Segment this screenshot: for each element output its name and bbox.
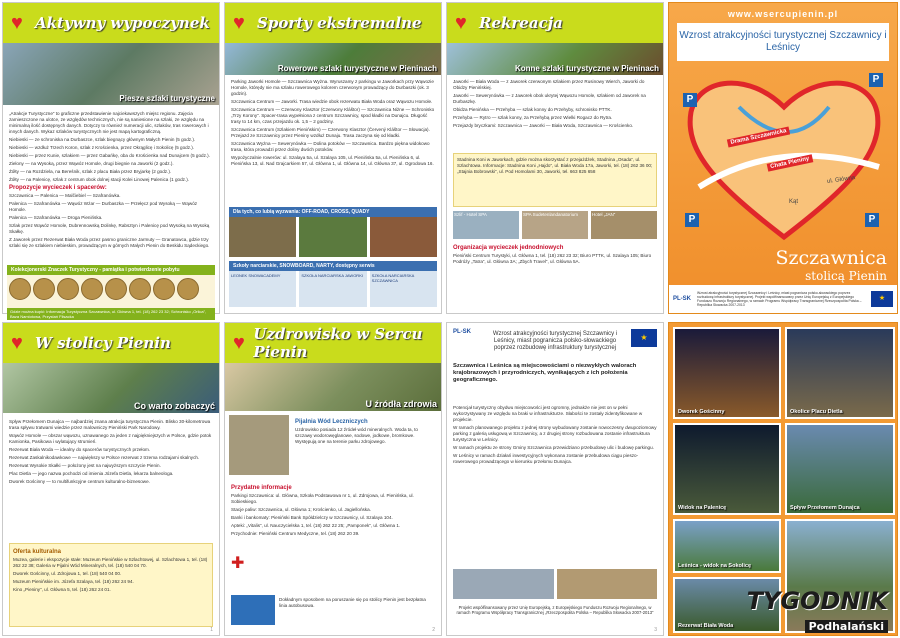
watermark-logo <box>747 587 888 634</box>
info-item: Banki i bankomaty: Pieniński Bank Spółdzielczy w Szczawnicy, ul. Szalaya 104. <box>231 515 393 520</box>
photo-caption: Piesze szlaki turystyczne <box>119 94 215 103</box>
gallery-caption: Okolice Placu Dietla <box>790 409 843 415</box>
pijalnia-text: Uzdrowisko posiada 12 źródeł wód mineralnych. Woda ta, to szczawy wodorowęglanowe, sodowe, jodkowe, bromkowe. Występują one na terenie parku zdrojowego. <box>295 427 418 444</box>
parking-icon: P <box>685 213 699 227</box>
panel-text <box>231 79 435 199</box>
photo-quad <box>229 217 296 257</box>
photo-building <box>557 569 658 599</box>
coin-badge <box>9 278 31 300</box>
gallery-caption: Widok na Palenicę <box>678 505 727 511</box>
heart-icon: ♥ <box>233 332 245 354</box>
project-footer: Projekt współfinansowany przez Unię Europejską, z Europejskiego Funduszu Rozwoju Regionalnego, w ramach Programu Współpracy Transgranicznej „Rzeczpospolita Polska – Republika Słowacka 2007-2013” <box>456 605 654 615</box>
panel-title: W stolicy Pienin <box>35 334 171 352</box>
heart-icon: ♥ <box>455 12 467 34</box>
panel-header <box>3 323 219 363</box>
panel-header <box>447 3 663 43</box>
sub-heading: Organizacja wycieczek jednodniowych <box>453 245 564 251</box>
panel-title: Uzdrowisko w Sercu Pienin <box>253 325 423 361</box>
panel-header <box>3 3 219 43</box>
panel-text <box>9 111 213 251</box>
intro-text: „Atrakcje Turystyczne” to graficzne przedstawienie najciekawszych miejsc regionu. Zajęcia zamieszczone na ulotce, ze względów technicznych, nie są naniesione na szlaki, ze względu na minimalną ilość dostępnych danych. Dotyczy to również numeracji ulic, szlaków, tras rowerowych i innych danych. Wykaz szlaków turystycznych nie jest mapą kartograficzną. <box>9 111 209 134</box>
photo-offroad <box>370 217 437 257</box>
coin-badge <box>177 278 199 300</box>
ski-bar: Szkoły narciarskie, SNOWBOARD, NARTY, dostępny serwis <box>229 261 437 271</box>
paragraph: Rezerwat Wysokie Skałki — położony jest na najwyższym szczycie Pienin. <box>9 463 161 468</box>
panel-rekreacja <box>446 2 664 314</box>
project-title: Wzrost atrakcyjności turystycznej Szczawnicy i Leśnicy, miast pogranicza polsko-słowackiego poprzez rozbudowę infrastruktury turystycznej <box>492 331 618 351</box>
cover-title: Wzrost atrakcyjności turystycznej Szczawnicy i Leśnicy <box>679 30 887 53</box>
paragraph: Jaworki — Sewerynówka — z Jaworek obok ukrytej Wąwozu Homole, szlakiem od Jaworek na Durbaszkę. <box>453 93 646 104</box>
photo-caption: Konne szlaki turystyczne w Pieninach <box>514 64 659 73</box>
sub-heading: Przydatne informacje <box>231 485 292 491</box>
paragraph: Szczawnica Centrum — Czerwony Klasztor (Czerwony Kláštor) — Szczawnica Niżne — Schronisko „Trzy Korony”. Spacer-trasa wypełniona z centrum Szczawnicy, spod kładki na Dunajcu. Długość trasy to 14 km, czas przejazdu ok. 1,5 – 2 godziny. <box>231 107 435 124</box>
panel-w-stolicy-pienin <box>2 322 220 636</box>
pl-sk-logo: PL-SK <box>453 329 471 335</box>
pijalnia-title: Pijalnia Wód Leczniczych <box>295 419 368 425</box>
paragraph: Parking Jaworki Homole — Szczawnica Wyżna. Wyruszamy z parkingu w Jaworkach przy Wąwozie Homole, którędy nie ma szlaku rowerowego kolorem czerwonym prowadzący do Durbaszki (ok. 3 godzin). <box>231 79 434 96</box>
offroad-photos <box>229 217 437 257</box>
parking-icon: P <box>683 93 697 107</box>
horse-info-box: Stadnina Koni w Jaworkach, gdzie można skorzystać z przejażdżek, Stadnina „Osada”, ul. Szlachtowa. Informacje: Stadnina Koni „Hajdo”, ul. Biała Woda 17a, Jaworki, tel. (18) 262 36 00; „Stajnia Bobrowski”, ul. Pod Homolami 30, Jaworki, tel. 663 825 658 <box>453 153 657 207</box>
panel-cover <box>668 2 898 314</box>
watermark-main: TYGODNIK <box>746 587 888 615</box>
paragraph: Rezerwat Biała Woda — idealny do spacerów turystycznych przełom. <box>9 447 151 452</box>
ski-school: SZKOŁA NARCIARSKA SZCZAWNICA <box>370 271 437 307</box>
ski-school: SZKOŁA NARCIARSKA JAWORKI <box>299 271 366 307</box>
panel-header <box>225 3 441 43</box>
paragraph: Przejazdy bryczkami: Szczawnica — Jaworki — Biała Woda, Szczawnica — Krościenko. <box>453 123 634 128</box>
photo-caption: U źródła zdrowia <box>365 399 437 409</box>
panel-title: Sporty ekstremalne <box>257 14 422 32</box>
panel-header <box>225 323 441 363</box>
city-subtitle: stolicą Pienin <box>805 269 887 283</box>
photo-caption: Co warto zobaczyć <box>133 401 215 411</box>
org-section <box>453 243 657 303</box>
hotel-photo: Szlif - Hotel SPA <box>453 211 519 239</box>
red-cross-icon: ✚ <box>231 555 245 572</box>
hotel-photos <box>453 211 657 239</box>
map-label: ul. Główna <box>826 175 856 185</box>
eu-flag-icon: ★ <box>631 329 657 347</box>
sub-heading: Propozycje wycieczek i spacerów: <box>9 185 107 191</box>
paragraph: W Leśnicy w ramach działań inwestycyjnych wykonana zostanie przebudowa ciągu pieszo-rowerowego prowadzącego w kierunku przełomu Dunajca. <box>453 453 639 464</box>
trail-2: Niebieski — wzdłuż Trzech Koron, szlak z Krościenka, przez Okrąglicę i Sokolicę (5 godz.). <box>9 145 195 150</box>
gallery-caption: Rezerwat Biała Woda <box>678 623 734 629</box>
gallery-photo <box>673 423 781 515</box>
heart-icon: ♥ <box>11 12 23 34</box>
photo-parking <box>453 569 554 599</box>
ski-school: LEONEK SNOWACADEMY <box>229 271 296 307</box>
heart-icon: ♥ <box>11 332 23 354</box>
panel-aktywny-wypoczynek <box>2 2 220 319</box>
walk-1: Szczawnica — Palenica — Malčiebiel — Szafranówka. <box>9 193 121 198</box>
pl-sk-logo: PL-SK <box>673 296 691 302</box>
paragraph: Szczawnica Wyżna — Sewerynówka — Dolina potoków — Szczawnica. Bardzo piękna widokowo trasa, która prowadzi przez doliny dwóch potoków. <box>231 141 430 152</box>
page-number: 3 <box>654 627 657 633</box>
org-text: Pieniński Centrum Turystyki, ul. Główna 1, tel. (18) 262 23 32; Biuro PTTK, ul. Szalaya 105; Biuro Podróży „Tatra”, ul. Główna 3A; „Zbych Travel”, ul. Główna 5A. <box>453 253 652 264</box>
culture-box <box>9 543 213 627</box>
culture-item: Muzeum Pienińskie im. Józefa Szalaya, tel. (18) 262 24 94. <box>13 579 134 584</box>
photo-horses <box>447 43 663 75</box>
coin-badge <box>105 278 127 300</box>
coins-row <box>7 275 215 308</box>
cover-footer <box>669 285 897 313</box>
page-number: 2 <box>432 627 435 633</box>
info-item: Apteki: „Vitalis”, ul. Nauczycielska 1, tel. (18) 262 22 25; „Pamponek”, ul. Główna 1. <box>231 523 401 528</box>
photo-caption: Rowerowe szlaki turystyczne w Pieninach <box>277 64 437 73</box>
walk-4: Szlak przez Wąwóz Homole, Dubrennowską Dolinkę, Rabsztyn i Palenicę pod Wysoką na Wysoką Skałkę. <box>9 223 210 234</box>
trail-1: Niebieski — ze schroniska na Durbaszce, szlak biegnący głównym Małych Pienin (5 godz.). <box>9 137 196 142</box>
hotel-photo: Hotel „JAN” <box>591 211 657 239</box>
photo-pijalnia <box>229 415 289 475</box>
photo-cyclists <box>225 43 441 75</box>
gallery-caption: Spływ Przełomem Dunajca <box>790 505 860 511</box>
coins-note: Gdzie można kupić: Informacja Turystyczna Szczawnica, ul. Główna 1, tel. (18) 262 23 32; Schronisko „Orlica”, Baza Namiotowa, Przystań Flisacka <box>7 308 215 320</box>
coin-badge <box>129 278 151 300</box>
website-url[interactable]: www.wsercupienin.pl <box>727 9 839 19</box>
photo-bus <box>231 595 275 625</box>
panel-uzdrowisko <box>224 322 442 636</box>
trail-5: Żółty — na Rozdziela, na Bereśnik, szlak z placu Biała przez Bryjarkę (2 godz.). <box>9 169 172 174</box>
parking-icon: P <box>865 213 879 227</box>
coin-badge <box>33 278 55 300</box>
watermark-sub: Podhalański <box>805 620 888 633</box>
panel-text <box>453 79 657 149</box>
paragraph: Przehyba — Rytro — szlak konny, za Przehybą przez Wielki Rogacz do Rytra. <box>453 115 613 120</box>
gallery-caption: Leśnica - widok na Sokolicę <box>678 563 752 569</box>
cover-title-box <box>677 23 889 61</box>
hotel-photo: SPA Sudetenlandanatorium <box>522 211 588 239</box>
coins-section <box>7 265 215 320</box>
photo-rafting <box>3 363 219 413</box>
paragraph: Wąwóz Homole — obszar wąwozu, uznawanego za jeden z najpiękniejszych w Polsce, gdzie potok Kamionka, Pasikowa i wylatujący strumień. <box>9 433 212 444</box>
map-label: Chata Pieniny <box>767 154 813 171</box>
panel-project <box>446 322 664 636</box>
city-title: Szczawnica <box>775 247 887 269</box>
paragraph: Jaworki — Biała Woda — z Jaworek czerwonym szlakiem przez Rusinowy Wierch, Jaworki do Obidzy Pienińskiej. <box>453 79 645 90</box>
panel-title: Aktywny wypoczynek <box>35 14 210 32</box>
gallery-photo <box>673 519 781 573</box>
gallery-photo <box>785 423 895 515</box>
coins-bar: Kolekcjonerski Znaczek Turystyczny - pamiątka i potwierdzenie pobytu <box>7 265 215 275</box>
pijalnia-section <box>295 417 435 475</box>
info-item: Parkingi Szczawnica: ul. Główna, Szkoła Podstawowa nr 1, ul. Zdrojowa, ul. Pienińska, ul. Sobieskiego. <box>231 493 414 504</box>
gallery-photo <box>673 327 781 419</box>
photo-cross <box>299 217 366 257</box>
paragraph: W ramach projektu ze strony Gminy Szczawnica przewidziano przebudowę ulic i budowę parkingu. <box>453 445 654 450</box>
eu-flag-icon: ★ <box>871 291 893 307</box>
heart-icon: ♥ <box>233 12 245 34</box>
info-item: Stacje paliw: Szczawnica, ul. Główna 1; Krościenko, ul. Jagiellońska. <box>231 507 371 512</box>
ski-schools <box>229 271 437 307</box>
culture-item: Dworek Gościnny, ul. Zdrojowa 1, tel. (18) 540 04 00. <box>13 571 122 576</box>
project-photos <box>453 569 657 599</box>
coin-badge <box>81 278 103 300</box>
paragraph: Wypożyczalnie rowerów: ul. Szalaya 5a, ul. Szalaya 105, ul. Pienińska 5a, ul. Pienińska 6, ul. Pienińska 13, ul. Nad Grajcarkiem 57, ul. Główna 1, ul. Główna 14, ul. Główna 37, ul. Ogrodowa 16. <box>231 155 434 166</box>
map-label: Kąt <box>789 199 799 205</box>
map-label: Drama Szczawnicka <box>727 127 790 148</box>
panel-text <box>9 419 213 549</box>
heart-map-icon <box>679 67 889 247</box>
paragraph: Potencjał turystyczny obydwu miejscowości jest ogromny, jednakże nie jest on w pełni wykorzystywany ze względu na braki w infrastrukturze. Słabości te zostały zidentyfikowane w projekcie. <box>453 405 643 422</box>
walk-3: Palenica — Szafranówka — Droga Pienińska. <box>9 215 103 220</box>
paragraph: Rezerwat Zaskalnikodawkowe — największy w Polsce rezerwat z trzema rodzajami skalnych. <box>9 455 200 460</box>
paragraph: Spływ Przełomem Dunajca — najbardziej znana atrakcja turystyczna Pienin. Blisko 30-kilometrowa trasa spływu tratwami wiedzie przez malowniczy Pieniński Park Narodowy. <box>9 419 211 430</box>
photo-spa <box>225 363 441 411</box>
photo-hikers <box>3 43 219 105</box>
panel-title: Rekreacja <box>479 14 563 32</box>
trail-4: Zielony — na Wysoką, przez Wąwóz Homole, drugi biegnie na Jaworki (2 godz.). <box>9 161 174 166</box>
walk-5: Z Jaworek przez Rezerwat Biała Woda przez pasmo graniczne Jarmuty — Granatowca, gdzie trzy szlaki się ze szlakiem niebieskim, prowadzącym w górnych Małych Pienin do Beskidu Sądeckiego. <box>9 237 210 248</box>
trail-6: Żółty — na Palenicę, szlak z centrum obok dolnej stacji Kolei Linowej Palenica (1 godz.). <box>9 177 190 182</box>
gallery-photo <box>785 327 895 419</box>
culture-heading: Oferta kulturalna <box>13 549 62 555</box>
panel-sporty-ekstremalne <box>224 2 442 314</box>
paragraph: Dworek Gościnny — to multifunkcyjne centrum kulturalno-biznesowe. <box>9 479 150 484</box>
info-section <box>231 483 435 593</box>
gallery-caption: Dworek Gościnny <box>678 409 725 415</box>
coin-badge <box>153 278 175 300</box>
paragraph: W ramach planowanego projektu z jednej strony wybudowany zostanie nowoczesny dwupoziomowy parking z galerią usługową w Szczawnicy, a z drugiej strony rozbudowana zostanie infrastruktura turystyczna w Leśnicy. <box>453 425 657 442</box>
parking-icon: P <box>869 73 883 87</box>
footer-note: Wzrost atrakcyjności turystycznej Szczawnicy i Leśnicy, miast pogranicza polsko-słowackiego poprzez rozbudowę infrastruktury turystycznej. Projekt współfinansowany przez Unię Europejską z Europejskiego Funduszu Rozwoju Regionalnego, w ramach Programu Współpracy Transgranicznej Rzeczpospolita Polska – Republika Słowacka 2007-2013 <box>697 290 862 308</box>
bus-note: Dokładnym sposobem na poruszanie się po stolicy Pienin jest bezpłatna linia autobusowa. <box>279 597 426 608</box>
info-item: Przychodnie: Pieniński Centrum Medyczne, tel. (18) 262 20 39. <box>231 531 360 536</box>
offroad-bar: Dla tych, co lubią wyzwania: OFF-ROAD, CROSS, QUADY <box>229 207 437 217</box>
paragraph: Obidza Pienińska — Przehyba — szlak konny do Przehyby, schronisko PTTK. <box>453 107 612 112</box>
project-lead: Szczawnica i Leśnica są miejscowościami o niezwykłych walorach krajobrazowych i przyrodniczych, wynikających z ich położenia geograficznego. <box>453 363 637 383</box>
trail-3: Niebieski — przez Kunie, szlakiem — przez Gabańkę, oba do Krościenka nad Dunajcem (5 godz.). <box>9 153 210 158</box>
project-text <box>453 405 657 565</box>
culture-item: Muzea, galerie i ekspozycje stałe: Muzeum Pienińskie w Szlachtowej, ul. Szlachtowa 1, tel. (18) 262 22 38; Galeria w Pijalni Wód Mineralnych, tel. (18) 540 04 70. <box>13 557 208 568</box>
paragraph: Szczawnica Centrum (Szlakiem Pienińskim) — Czerwony Klasztor (Červený Kláštor — Słowacja). Przejazd ze Szczawnicy przez Pieniny wzdłuż Dunaju. Trasa zaczyna się od kładki. <box>231 127 430 138</box>
paragraph: Szczawnica Centrum — Jaworki. Trasa wiedzie obok rezerwatu Biała Woda oraz Wąwozu Homole. <box>231 99 433 104</box>
coin-badge <box>57 278 79 300</box>
culture-item: Kino „Pieniny”, ul. Główna 5, tel. (18) 262 24 01. <box>13 587 111 592</box>
paragraph: Plac Dietla — jego nazwa pochodzi od imienia Józefa Dietla, lekarza balneologa. <box>9 471 174 476</box>
walk-2: Palenica — Szafranówka — Wąwóz Wżar — Durbaszka — Przełęcz pod Wysoką — Wąwóz Homole. <box>9 201 198 212</box>
page-number: 1 <box>210 627 213 633</box>
